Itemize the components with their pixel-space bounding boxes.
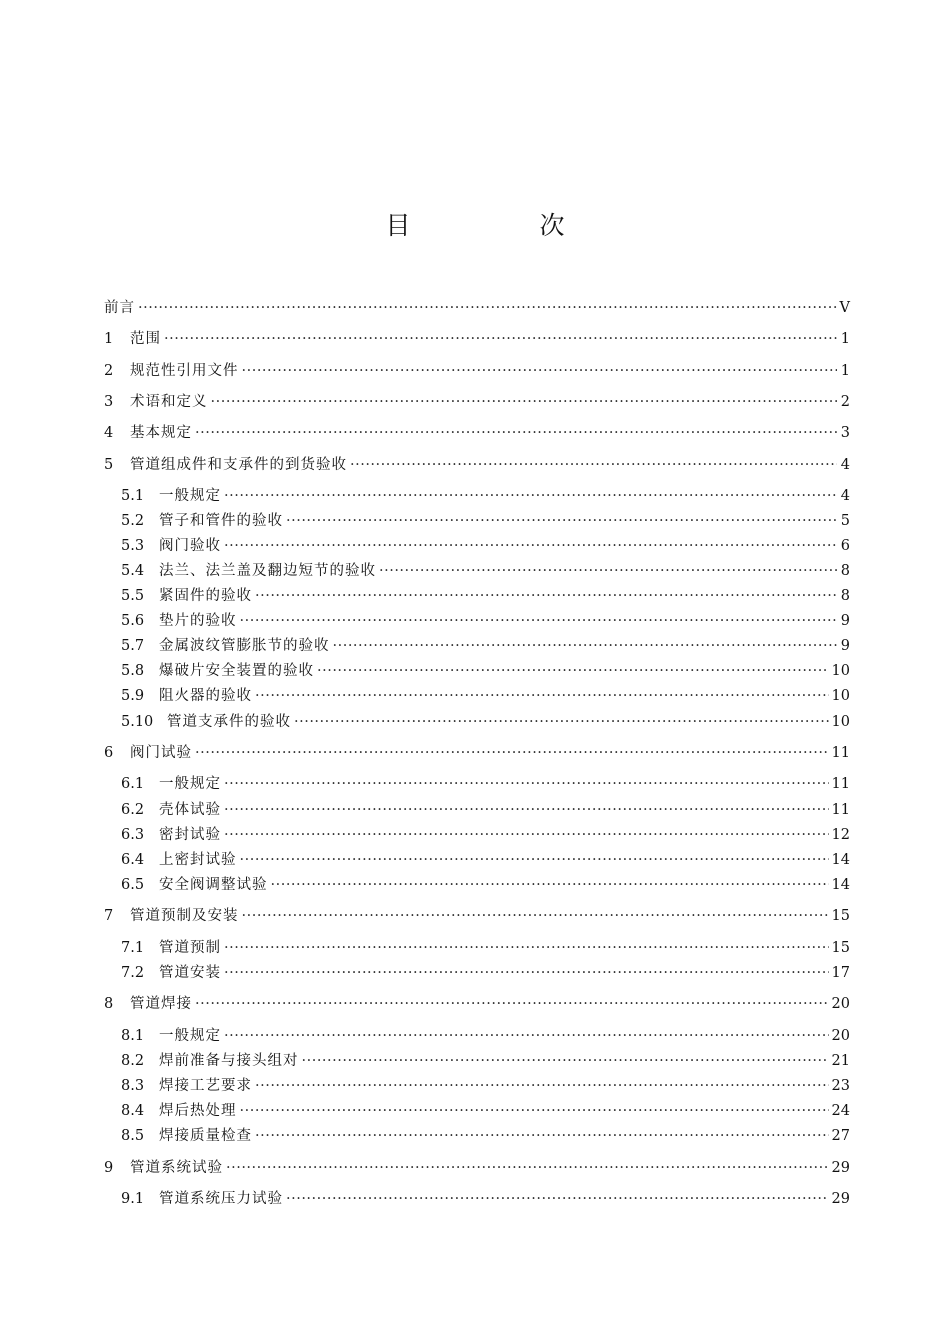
- toc-entry-number: 5.8: [121, 663, 145, 679]
- dot-leader: [255, 586, 837, 606]
- dot-leader: [224, 486, 837, 506]
- toc-entry[interactable]: [121, 536, 850, 556]
- dot-leader: [211, 392, 838, 412]
- toc-entry-page: 11: [831, 745, 850, 761]
- toc-entry-title: 管道焊接: [130, 996, 192, 1012]
- toc-entry-page: 15: [831, 908, 850, 924]
- toc-entry-page: 8: [840, 588, 850, 604]
- dot-leader: [224, 825, 829, 845]
- toc-entry-title: 管道系统压力试验: [159, 1191, 283, 1207]
- toc-entry-title: 规范性引用文件: [130, 363, 239, 379]
- toc-entry-page: 6: [840, 538, 850, 554]
- toc-entry[interactable]: [104, 361, 850, 381]
- dot-leader: [286, 511, 837, 531]
- toc-entry-page: 29: [831, 1191, 850, 1207]
- toc-entry[interactable]: [121, 850, 850, 870]
- toc-entry-page: 14: [831, 877, 850, 893]
- toc-entry-title: 管道预制: [159, 940, 221, 956]
- toc-entry[interactable]: [121, 712, 850, 732]
- toc-entry-number: 6: [104, 745, 114, 761]
- toc-entry[interactable]: [104, 1158, 850, 1178]
- toc-entry-title: 管子和管件的验收: [159, 513, 283, 529]
- toc-entry-title: 法兰、法兰盖及翻边短节的验收: [159, 563, 376, 579]
- toc-entry[interactable]: [121, 511, 850, 531]
- toc-entry-title: 紧固件的验收: [159, 588, 252, 604]
- toc-entry-title: 一般规定: [159, 776, 221, 792]
- toc-entry-number: 5.2: [121, 513, 145, 529]
- toc-entry-title: 一般规定: [159, 1028, 221, 1044]
- toc-entry-page: 27: [831, 1128, 850, 1144]
- toc-entry-page: 21: [831, 1053, 850, 1069]
- dot-leader: [224, 1026, 829, 1046]
- toc-entry-title: 管道组成件和支承件的到货验收: [130, 457, 347, 473]
- dot-leader: [195, 423, 837, 443]
- dot-leader: [224, 938, 829, 958]
- toc-entry-title: 安全阀调整试验: [159, 877, 268, 893]
- toc-entry-number: 8: [104, 996, 114, 1012]
- toc-entry-page: 15: [831, 940, 850, 956]
- toc-entry-title: 基本规定: [130, 425, 192, 441]
- toc-entry-title: 爆破片安全装置的验收: [159, 663, 314, 679]
- dot-leader: [240, 1101, 829, 1121]
- toc-entry[interactable]: [104, 743, 850, 763]
- toc-entry-number: 5.10: [121, 714, 154, 730]
- toc-entry-number: 8.1: [121, 1028, 145, 1044]
- toc-entry-title: 阻火器的验收: [159, 688, 252, 704]
- toc-entry[interactable]: [104, 298, 850, 318]
- toc-entry-title: 上密封试验: [159, 852, 237, 868]
- toc-entry-number: 6.2: [121, 802, 145, 818]
- toc-entry-page: 24: [831, 1103, 850, 1119]
- toc-entry-page: 23: [831, 1078, 850, 1094]
- dot-leader: [286, 1189, 829, 1209]
- toc-entry[interactable]: [121, 825, 850, 845]
- toc-entry[interactable]: [121, 1126, 850, 1146]
- toc-entry-page: 10: [831, 688, 850, 704]
- toc-entry-title: 密封试验: [159, 827, 221, 843]
- dot-leader: [271, 875, 829, 895]
- toc-entry[interactable]: [121, 800, 850, 820]
- toc-entry-page: 2: [840, 394, 850, 410]
- toc-entry-number: 5.5: [121, 588, 145, 604]
- toc-entry-number: 9: [104, 1160, 114, 1176]
- dot-leader: [164, 329, 837, 349]
- dot-leader: [242, 906, 829, 926]
- toc-entry-number: 1: [104, 331, 114, 347]
- toc-entry-number: 7: [104, 908, 114, 924]
- toc-entry-title: 壳体试验: [159, 802, 221, 818]
- toc-entry-number: 5: [104, 457, 114, 473]
- toc-entry-title: 焊后热处理: [159, 1103, 237, 1119]
- toc-entry[interactable]: [104, 329, 850, 349]
- toc-entry-number: 4: [104, 425, 114, 441]
- dot-leader: [226, 1158, 829, 1178]
- toc-entry-page: 9: [840, 613, 850, 629]
- toc-entry[interactable]: [121, 1101, 850, 1121]
- toc-entry-number: 5.6: [121, 613, 145, 629]
- toc-entry[interactable]: [121, 686, 850, 706]
- toc-entry[interactable]: [121, 1189, 850, 1209]
- toc-entry-number: 5.7: [121, 638, 145, 654]
- toc-entry[interactable]: [121, 586, 850, 606]
- toc-entry-title: 焊前准备与接头组对: [159, 1053, 299, 1069]
- toc-entry[interactable]: [121, 561, 850, 581]
- dot-leader: [224, 536, 837, 556]
- toc-entry-title: 阀门试验: [130, 745, 192, 761]
- toc-entry-page: 29: [831, 1160, 850, 1176]
- toc-entry-number: 5.3: [121, 538, 145, 554]
- dot-leader: [195, 994, 829, 1014]
- dot-leader: [195, 743, 829, 763]
- toc-entry[interactable]: [121, 1076, 850, 1096]
- toc-entry-page: 9: [840, 638, 850, 654]
- dot-leader: [255, 686, 829, 706]
- toc-entry-number: 7.2: [121, 965, 145, 981]
- toc-entry[interactable]: [121, 963, 850, 983]
- toc-entry-page: 17: [831, 965, 850, 981]
- toc-entry-number: 8.4: [121, 1103, 145, 1119]
- dot-leader: [138, 298, 837, 318]
- toc-entry-page: 8: [840, 563, 850, 579]
- dot-leader: [240, 850, 829, 870]
- toc-entry-number: 2: [104, 363, 114, 379]
- toc-entry-title: 一般规定: [159, 488, 221, 504]
- toc-entry-page: 20: [831, 1028, 850, 1044]
- toc-entry-page: 12: [831, 827, 850, 843]
- toc-entry-page: 10: [831, 663, 850, 679]
- toc-entry[interactable]: [121, 1051, 850, 1071]
- toc-entry-number: 8.2: [121, 1053, 145, 1069]
- toc-entry-number: 5.1: [121, 488, 145, 504]
- toc-entry-page: 4: [840, 457, 850, 473]
- toc-entry[interactable]: [121, 938, 850, 958]
- toc-entry-number: 6.4: [121, 852, 145, 868]
- toc-entry-page: 1: [840, 363, 850, 379]
- toc-entry-number: 8.3: [121, 1078, 145, 1094]
- toc-entry-title: 范围: [130, 331, 161, 347]
- toc-entry-page: 11: [831, 802, 850, 818]
- toc-entry-number: 5.4: [121, 563, 145, 579]
- toc-entry[interactable]: [104, 392, 850, 412]
- toc-entry-number: 8.5: [121, 1128, 145, 1144]
- toc-entry-title: 术语和定义: [130, 394, 208, 410]
- toc-entry-page: 10: [831, 714, 850, 730]
- dot-leader: [317, 661, 829, 681]
- toc-entry[interactable]: [121, 774, 850, 794]
- toc-entry-page: 4: [840, 488, 850, 504]
- toc-entry-number: 6.3: [121, 827, 145, 843]
- toc-entry-title: 垫片的验收: [159, 613, 237, 629]
- toc-entry-page: 5: [840, 513, 850, 529]
- toc-entry[interactable]: [121, 875, 850, 895]
- toc-entry-title: 阀门验收: [159, 538, 221, 554]
- toc-entry-number: 7.1: [121, 940, 145, 956]
- toc-entry-page: 14: [831, 852, 850, 868]
- toc-entry-title: 焊接工艺要求: [159, 1078, 252, 1094]
- toc-entry-number: 6.5: [121, 877, 145, 893]
- toc-entry-title: 管道安装: [159, 965, 221, 981]
- toc-entry[interactable]: [121, 486, 850, 506]
- dot-leader: [379, 561, 837, 581]
- toc-entry[interactable]: [121, 1026, 850, 1046]
- toc-entry[interactable]: [104, 906, 850, 926]
- toc-entry-page: 3: [840, 425, 850, 441]
- dot-leader: [350, 455, 837, 475]
- dot-leader: [224, 774, 829, 794]
- toc-entry-title: 管道预制及安装: [130, 908, 239, 924]
- toc-entry[interactable]: [104, 423, 850, 443]
- toc-entry[interactable]: [121, 636, 850, 656]
- toc-entry-number: 5.9: [121, 688, 145, 704]
- dot-leader: [333, 636, 838, 656]
- toc-entry-page: 1: [840, 331, 850, 347]
- dot-leader: [224, 800, 829, 820]
- toc-entry-page: 11: [831, 776, 850, 792]
- dot-leader: [302, 1051, 829, 1071]
- toc-entry-number: 6.1: [121, 776, 145, 792]
- toc-entry[interactable]: [121, 661, 850, 681]
- toc-entry[interactable]: [121, 611, 850, 631]
- toc-entry-number: 3: [104, 394, 114, 410]
- toc-entry-title: 管道支承件的验收: [167, 714, 291, 730]
- toc-entry-title: 金属波纹管膨胀节的验收: [159, 638, 330, 654]
- page-title: 目 次: [385, 211, 617, 240]
- toc-entry[interactable]: [104, 455, 850, 475]
- dot-leader: [294, 712, 829, 732]
- toc-entry-title: 管道系统试验: [130, 1160, 223, 1176]
- toc-entry-title: 焊接质量检查: [159, 1128, 252, 1144]
- toc-entry[interactable]: [104, 994, 850, 1014]
- toc-entry-page: 20: [831, 996, 850, 1012]
- toc-entry-title: 前言: [104, 300, 135, 316]
- toc-entry-page: V: [839, 300, 850, 316]
- toc-entry-number: 9.1: [121, 1191, 145, 1207]
- dot-leader: [255, 1076, 829, 1096]
- dot-leader: [255, 1126, 829, 1146]
- dot-leader: [240, 611, 838, 631]
- dot-leader: [224, 963, 829, 983]
- dot-leader: [242, 361, 838, 381]
